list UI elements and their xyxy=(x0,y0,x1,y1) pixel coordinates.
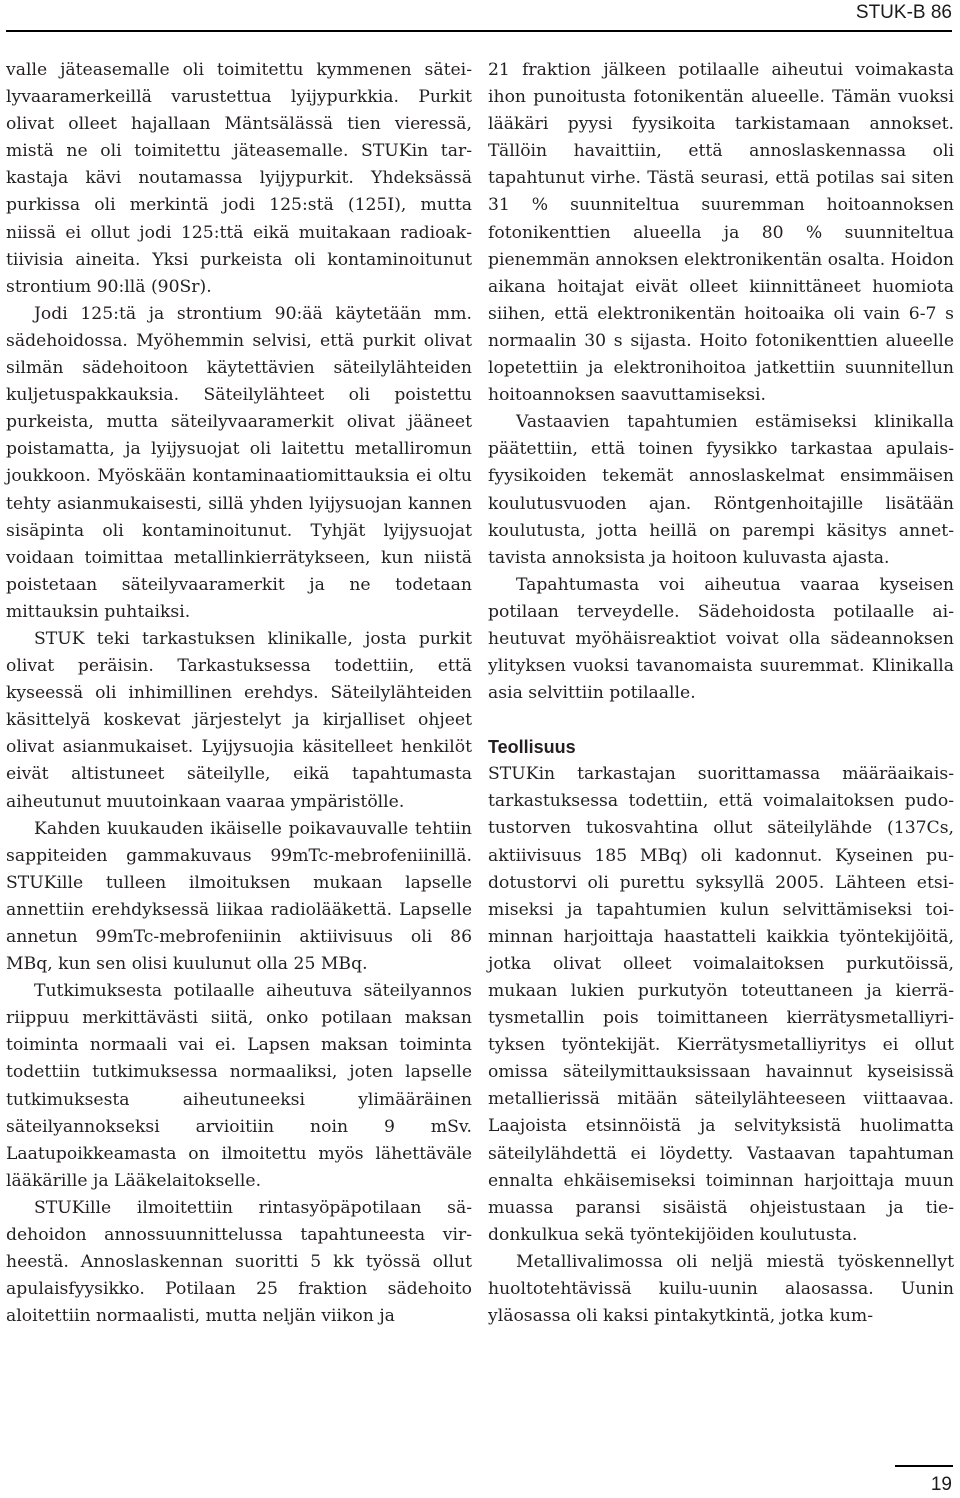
paragraph: Vastaavien tapahtumien estämiseksi klinikalla päätettiin, että toinen fyysikko tarkastaa apulaisfyysikoiden tekemät annoslaskelmat ensimmäisen koulutusvuoden ajan. Röntgenhoitajille lisätään koulutusta, jotta heillä on parempi käsitys annettavista annoksista ja hoitoon kuluvasta ajasta. xyxy=(488,412,954,568)
paragraph: valle jäteasemalle oli toimitettu kymmenen säteilyvaaramerkeillä varustettua lyijypurkkia. Purkit olivat olleet hajallaan Mäntsälässä tien vieressä, mistä ne oli toimitettu jäteasemalle. STUKin tarkastaja kävi noutamassa lyijypurkit. Yhdeksässä purkissa oli merkintä jodi 125:stä (125I), mutta niissä ei ollut jodi 125:ttä eikä muitakaan radioaktiivisia aineita. Yksi purkeista oli kontaminoitunut strontium 90:llä (90Sr). xyxy=(6,60,472,297)
right-column xyxy=(488,57,954,1330)
paragraph: STUK teki tarkastuksen klinikalle, josta purkit olivat peräisin. Tarkastuksessa todettiin, että kyseessä oli inhimillinen erehdys. Säteilylähteiden käsittelyä koskevat järjestelyt ja kirjalliset ohjeet olivat asianmukaiset. Lyijysuojia käsitelleet henkilöt eivät altistuneet säteilylle, eikä tapahtumasta aiheutunut muutoinkaan vaaraa ympäristölle. xyxy=(6,628,472,812)
paragraph: 21 fraktion jälkeen potilaalle aiheutui voimakasta ihon punoitusta fotonikentän alueelle. Tämän vuoksi lääkäri pyysi fyysikoita tarkistamaan annokset. Tällöin havaittiin, että annoslaskennassa oli tapahtunut virhe. Tästä seurasi, että potilas sai siten 31 % suunniteltua suuremman hoitoannoksen fotonikenttien alueella ja 80 % suunniteltua pienemmän annoksen elektronikentän osalta. Hoidon aikana hoitajat eivät olleet kiinnittäneet huomiota siihen, että elektronikentän hoitoaika oli vain 6-7 s normaalin 30 s sijasta. Hoito fotonikenttien alueelle lopetettiin ja elektronihoitoa jatkettiin suunnitellun hoitoannoksen saavuttamiseksi. xyxy=(488,60,954,406)
header-divider xyxy=(6,30,952,32)
page-number: 19 xyxy=(930,1474,952,1495)
paragraph: Metallivalimossa oli neljä miestä työskennellyt huoltotehtävissä kuilu-uunin alaosassa. Uunin yläosassa oli kaksi pintakytkintä, jotka kum- xyxy=(488,1251,954,1327)
paragraph: Tapahtumasta voi aiheutua vaaraa kyseisen potilaan terveydelle. Sädehoidosta potilaalle aiheutuvat myöhäisreaktiot voivat olla sädeannoksen ylityksen vuoksi tavanomaista suuremmat. Klinikalla asia selvittiin potilaalle. xyxy=(488,574,954,704)
paragraph: Jodi 125:tä ja strontium 90:ää käytetään mm. sädehoidossa. Myöhemmin selvisi, että purkit olivat silmän sädehoitoon käytettävien säteilylähteiden kuljetuspakkauksia. Säteilylähteet oli poistettu purkeista, mutta säteilyvaaramerkit olivat jääneet poistamatta, ja lyijysuojat oli laitettu metalliromun joukkoon. Myöskään kontaminaatiomittauksia ei oltu tehty asianmukaisesti, sillä yhden lyijysuojan kannen sisäpinta oli kontaminoitunut. Tyhjät lyijysuojat voidaan toimittaa metallinkierrätykseen, kun niistä poistetaan säteilyvaaramerkit ja ne todetaan mittauksin puhtaiksi. xyxy=(6,303,472,622)
left-column xyxy=(6,57,472,1330)
paragraph: STUKille ilmoitettiin rintasyöpäpotilaan sädehoidon annossuunnittelussa tapahtuneesta virheestä. Annoslaskennan suoritti 5 kk työssä ollut apulaisfyysikko. Potilaan 25 fraktion sädehoito aloitettiin normaalisti, mutta neljän viikon ja xyxy=(6,1197,472,1327)
series-label: STUK-B 86 xyxy=(855,2,952,23)
paragraph: STUKin tarkastajan suorittamassa määräaikaistarkastuksessa todettiin, että voimalaitoksen pudotustorven tukosvahtina ollut säteilylähde (137Cs, aktiivisuus 185 MBq) oli kadonnut. Kyseinen pudotustorvi oli purettu syksyllä 2005. Lähteen etsimiseksi ja tapahtumien kulun selvittämiseksi toiminnan harjoittaja haastatteli kaikkia työntekijöitä, jotka olivat olleet voimalaitoksen purkutöissä, mukaan lukien purkutyön toteuttaneen ja kierrätysmetallin pois toimittaneen kierrätysmetalliyrityksen työntekijät. Kierrätysmetalliyritys ei ollut omissa säteilymittauksissaan havainnut kyseisissä metallierissä mitään säteilylähteeseen viittaavaa. Laajoista etsinnöistä ja selvityksistä huolimatta säteilylähdettä ei löydetty. Vastaavan tapahtuman ennalta ehkäisemiseksi toiminnan harjoittaja muun muassa paransi sisäistä ohjeistustaan ja tiedonkulkua sekä työntekijöiden koulutusta. xyxy=(488,764,954,1245)
paragraph: Kahden kuukauden ikäiselle poikavauvalle tehtiin sappiteiden gammakuvaus 99mTc-mebrofeniinillä. STUKille tulleen ilmoituksen mukaan lapselle annettiin erehdyksessä liikaa radiolääkettä. Lapselle annetun 99mTc-mebrofeniinin aktiivisuus oli 86 MBq, kun sen olisi kuulunut olla 25 MBq. xyxy=(6,818,472,975)
paragraph: Tutkimuksesta potilaalle aiheutuva säteilyannos riippuu merkittävästi siitä, onko potilaan maksan toiminta normaali vai ei. Lapsen maksan toiminta todettiin tutkimuksessa normaaliksi, joten lapselle tutkimuksesta aiheutuneeksi ylimääräinen säteilyannokseksi arvioitiin noin 9 mSv. Laatupoikkeamasta on ilmoitettu myös lähettäväle lääkärille ja Lääkelaitokselle. xyxy=(6,981,472,1191)
footer-divider xyxy=(895,1465,953,1467)
section-heading-teollisuus: Teollisuus xyxy=(488,737,576,758)
